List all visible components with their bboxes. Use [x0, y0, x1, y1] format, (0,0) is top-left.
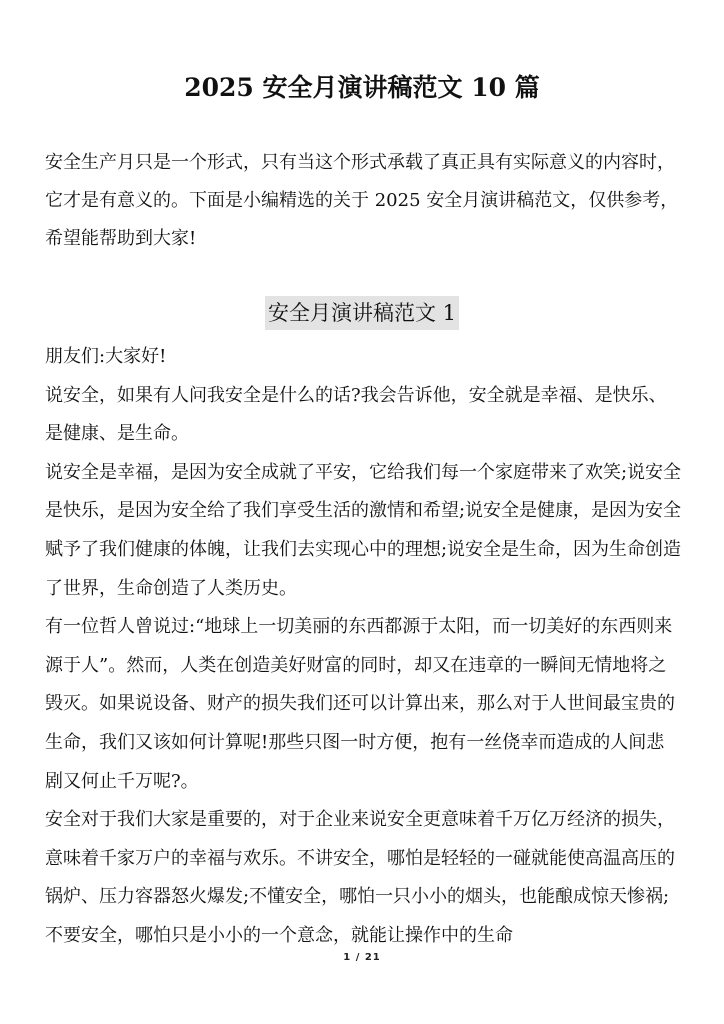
- intro-paragraph: [45, 144, 682, 258]
- section-heading: 安全月演讲稿范文 1: [265, 296, 459, 330]
- paragraph-2: 说安全，如果有人问我安全是什么的话?我会告诉他，安全就是幸福、是快乐、是健康、是生命。: [45, 384, 667, 445]
- page-indicator: 1 / 21: [343, 952, 381, 963]
- document-title: 2025 安全月演讲稿范文 10 篇: [184, 73, 540, 102]
- paragraph-4: 有一位哲人曾说过:“地球上一切美丽的东西都源于太阳，而一切美好的东西则来源于人”。然而，人类在创造美好财富的同时，却又在违章的一瞬间无情地将之毁灭。如果说设备、财产的损失我们还可以计算出来，那么对于人世间最宝贵的生命，我们又该如何计算呢!那些只图一时方便，抱有一丝侥幸而造成的人间悲剧又何止千万呢?。: [45, 616, 675, 792]
- section-heading-container: [0, 296, 724, 330]
- speech-body: [45, 338, 682, 956]
- paragraph-greeting: 朋友们:大家好!: [45, 346, 167, 367]
- paragraph-3: 说安全是幸福，是因为安全成就了平安，它给我们每一个家庭带来了欢笑;说安全是快乐，是因为安全给了我们享受生活的激情和希望;说安全是健康，是因为安全赋予了我们健康的体魄，让我们去实现心中的理想;说安全是生命，因为生命创造了世界，生命创造了人类历史。: [45, 461, 682, 599]
- intro-text: 安全生产月只是一个形式，只有当这个形式承载了真正具有实际意义的内容时，它才是有意义的。下面是小编精选的关于 2025 安全月演讲稿范文，仅供参考，希望能帮助到大家!: [45, 152, 679, 249]
- paragraph-5: 安全对于我们大家是重要的，对于企业来说安全更意味着千万亿万经济的损失，意味着千家万户的幸福与欢乐。不讲安全，哪怕是轻轻的一碰就能使高温高压的锅炉、压力容器怒火爆发;不懂安全，哪怕一只小小的烟头，也能酿成惊天惨祸;不要安全，哪怕只是小小的一个意念，就能让操作中的生命: [45, 809, 675, 946]
